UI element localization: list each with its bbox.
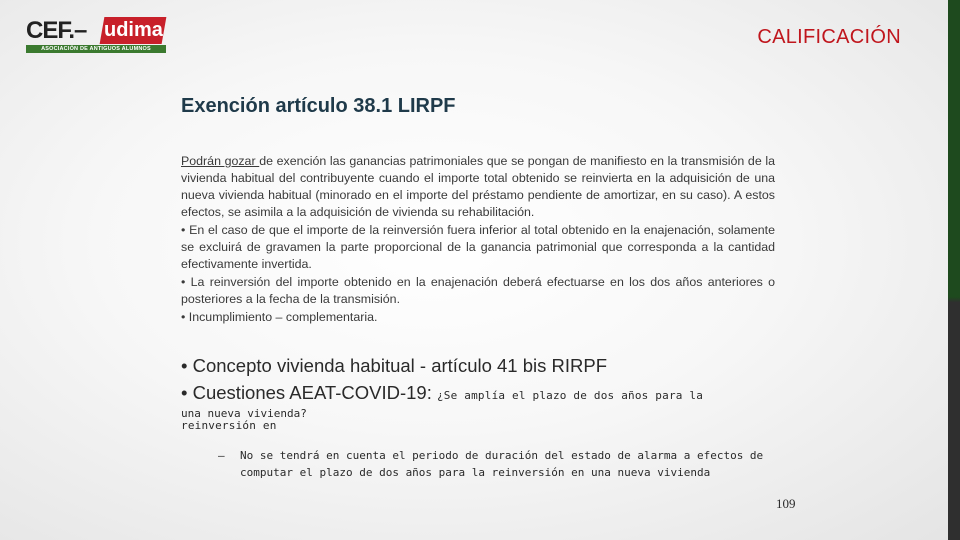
page-number: 109	[776, 496, 796, 511]
bullet-covid-question: ¿Se amplía el plazo de dos años para la reinversión en	[181, 389, 704, 432]
dash-marker: –	[218, 449, 225, 462]
logo-udima-text: udima	[103, 19, 163, 41]
logo-udima-badge	[100, 17, 167, 44]
bullet-covid-question-cont: una nueva vivienda?	[181, 407, 307, 420]
cef-udima-logo	[26, 17, 166, 53]
paragraph-text: de exención las ganancias patrimoniales que se pongan de manifiesto en la transmisión de la vivienda habitual del contribuyente cuando el importe total obtenido se reinvierta en la adquisición de una nueva vivienda habitual (minorado en el importe del préstamo pendiente de amortizar, en su caso). A estos efectos, se asimila a la adquisición de vivienda su rehabilitación.	[181, 154, 775, 219]
bullet-covid-lead: • Cuestiones AEAT-COVID-19:	[181, 382, 437, 403]
key-points	[181, 352, 781, 439]
paragraph-noncompliance: • Incumplimiento – complementaria.	[181, 310, 378, 324]
paragraph-partial-reinvestment: • En el caso de que el importe de la reinversión fuera inferior al total obtenido en la enajenación, solamente se excluirá de gravamen la parte proporcional de la ganancia patrimonial que corresponda a la cantidad efectivamente invertida.	[181, 223, 775, 271]
paragraph-reinvestment-period: • La reinversión del importe obtenido en la enajenación deberá efectuarse en los dos años anteriores o posteriores a la fecha de la transmisión.	[181, 275, 775, 306]
slide-title: Exención artículo 38.1 LIRPF	[181, 95, 456, 117]
logo-association-text: ASOCIACIÓN DE ANTIGUOS ALUMNOS	[26, 45, 166, 53]
sub-bullet	[218, 447, 778, 481]
logo-cef-text: CEF.–	[26, 17, 87, 44]
sub-bullet-text: No se tendrá en cuenta el periodo de duración del estado de alarma a efectos de computar el plazo de dos años para la reinversión en una nueva vivienda	[240, 449, 764, 479]
paragraph-exemption	[181, 153, 775, 221]
body-text	[181, 153, 775, 326]
right-accent-bar	[948, 0, 960, 540]
bullet-concepto-vivienda: • Concepto vivienda habitual - artículo 41 bis RIRPF	[181, 355, 608, 376]
underlined-lead: Podrán gozar	[181, 154, 260, 168]
section-heading: CALIFICACIÓN	[757, 26, 901, 48]
